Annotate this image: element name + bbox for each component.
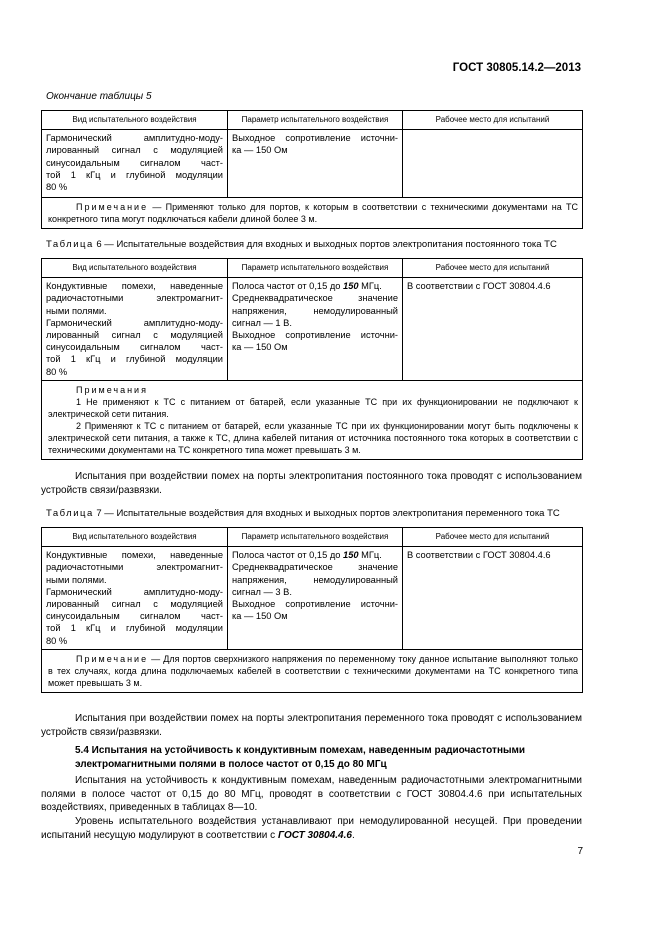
table6-note-1: 1 Не применяют к ТС с питанием от батарей, если указанные ТС при их функционировании не подключают к электрической сети питания. (48, 396, 578, 419)
document-header: ГОСТ 30805.14.2—2013 (452, 62, 581, 74)
col-header-parameter: Параметр испытательного воздействия (228, 111, 403, 130)
col-header-workplace: Рабочее место для испытаний (403, 528, 583, 547)
page-number: 7 (577, 846, 583, 857)
table6-cell-workplace: В соответствии с ГОСТ 30804.4.6 (403, 278, 583, 381)
table-6 (41, 258, 583, 460)
col-header-type: Вид испытательного воздействия (42, 111, 228, 130)
paragraph-5-4-b: Уровень испытательного воздействия устанавливают при немодулированной несущей. При проведении испытаний несущую модулируют в соответствии с ГОСТ 30804.4.6. (41, 816, 582, 841)
table7-cell-workplace: В соответствии с ГОСТ 30804.4.6 (403, 547, 583, 650)
table7-cell-type: Кондуктивные помехи, наведенные радиочастотными электромагнит- ными полями. Гармонический амплитудно-моду- лированный сигнал с модуляцией синусоидальным сигналом част- той 1 кГц и глубиной модуляции 80 % (42, 547, 228, 650)
table5-note: Примечание — Применяют только для портов, к которым в соответствии с техническими документами на ТС конкретного типа могут подключаться кабели длиной более 3 м. (42, 198, 583, 229)
col-header-type: Вид испытательного воздействия (42, 259, 228, 278)
table6-note-2: 2 Применяют к ТС с питанием от батарей, если указанные ТС при их функционировании могут быть подключены к электрической сети питания, а также к ТС, длина кабелей питания от источника постоянного тока которых в соответствии с техническими документами на ТС конкретного типа может превышать 3 м. (48, 420, 578, 455)
table-7 (41, 527, 583, 693)
col-header-type: Вид испытательного воздействия (42, 528, 228, 547)
table6-notes: Примечания 1 Не применяют к ТС с питанием от батарей, если указанные ТС при их функционировании не подключают к электрической сети питания. 2 Применяют к ТС с питанием от батарей, если указанные ТС при их функционировании могут быть подключены к электрической сети питания, а также к ТС, длина кабелей питания от источника постоянного тока которых в соответствии с техническими документами на ТС конкретного типа может превышать 3 м. (42, 380, 583, 459)
col-header-workplace: Рабочее место для испытаний (403, 111, 583, 130)
paragraph-ac-ports: Испытания при воздействии помех на порты электропитания переменного тока проводят с использованием устройств связи/развязки. (41, 713, 582, 738)
table6-caption: Таблица 6 — Испытательные воздействия для входных и выходных портов электропитания постоянного тока ТС (46, 239, 557, 250)
section-5-4-heading: 5.4 Испытания на устойчивость к кондуктивным помехам, наведенным радиочастотными электромагнитными полями в полосе частот от 0,15 до 80 МГц (75, 745, 526, 770)
table-continuation-label: Окончание таблицы 5 (46, 91, 152, 102)
col-header-parameter: Параметр испытательного воздействия (228, 528, 403, 547)
paragraph-dc-ports: Испытания при воздействии помех на порты электропитания постоянного тока проводят с использованием устройств связи/развязки. (41, 471, 582, 496)
table6-cell-parameter: Полоса частот от 0,15 до 150 МГц. Среднеквадратическое значение напряжения, немодулированный сигнал — 1 В. Выходное сопротивление источни- ка — 150 Ом (228, 278, 403, 381)
table-5 (41, 110, 583, 229)
col-header-workplace: Рабочее место для испытаний (403, 259, 583, 278)
table6-cell-type: Кондуктивные помехи, наведенные радиочастотными электромагнит- ными полями. Гармонический амплитудно-моду- лированный сигнал с модуляцией синусоидальным сигналом част- той 1 кГц и глубиной модуляции 80 % (42, 278, 228, 381)
paragraph-5-4-a: Испытания на устойчивость к кондуктивным помехам, наведенным радиочастотными электромагнитными полями в полосе частот от 0,15 до 80 МГц, проводят в соответствии с ГОСТ 30804.4.6 при испытательных воздействиях, приведенных в таблицах 8—10. (41, 775, 582, 813)
table7-caption: Таблица 7 — Испытательные воздействия для входных и выходных портов электропитания переменного тока ТС (46, 508, 560, 519)
table5-cell-parameter: Выходное сопротивление источни- ка — 150 Ом (228, 130, 403, 198)
table7-cell-parameter: Полоса частот от 0,15 до 150 МГц. Среднеквадратическое значение напряжения, немодулированный сигнал — 3 В. Выходное сопротивление источни- ка — 150 Ом (228, 547, 403, 650)
table5-cell-type: Гармонический амплитудно-моду- лированный сигнал с модуляцией синусоидальным сигналом част- той 1 кГц и глубиной модуляции 80 % (42, 130, 228, 198)
table7-note: Примечание — Для портов сверхнизкого напряжения по переменному току данное испытание выполняют только в тех случаях, когда длина подключаемых кабелей в соответствии с техническими документами на ТС конкретного типа может превышать 3 м. (42, 649, 583, 692)
col-header-parameter: Параметр испытательного воздействия (228, 259, 403, 278)
standard-reference: ГОСТ 30804.4.6 (277, 829, 352, 841)
table5-cell-workplace (403, 130, 583, 198)
